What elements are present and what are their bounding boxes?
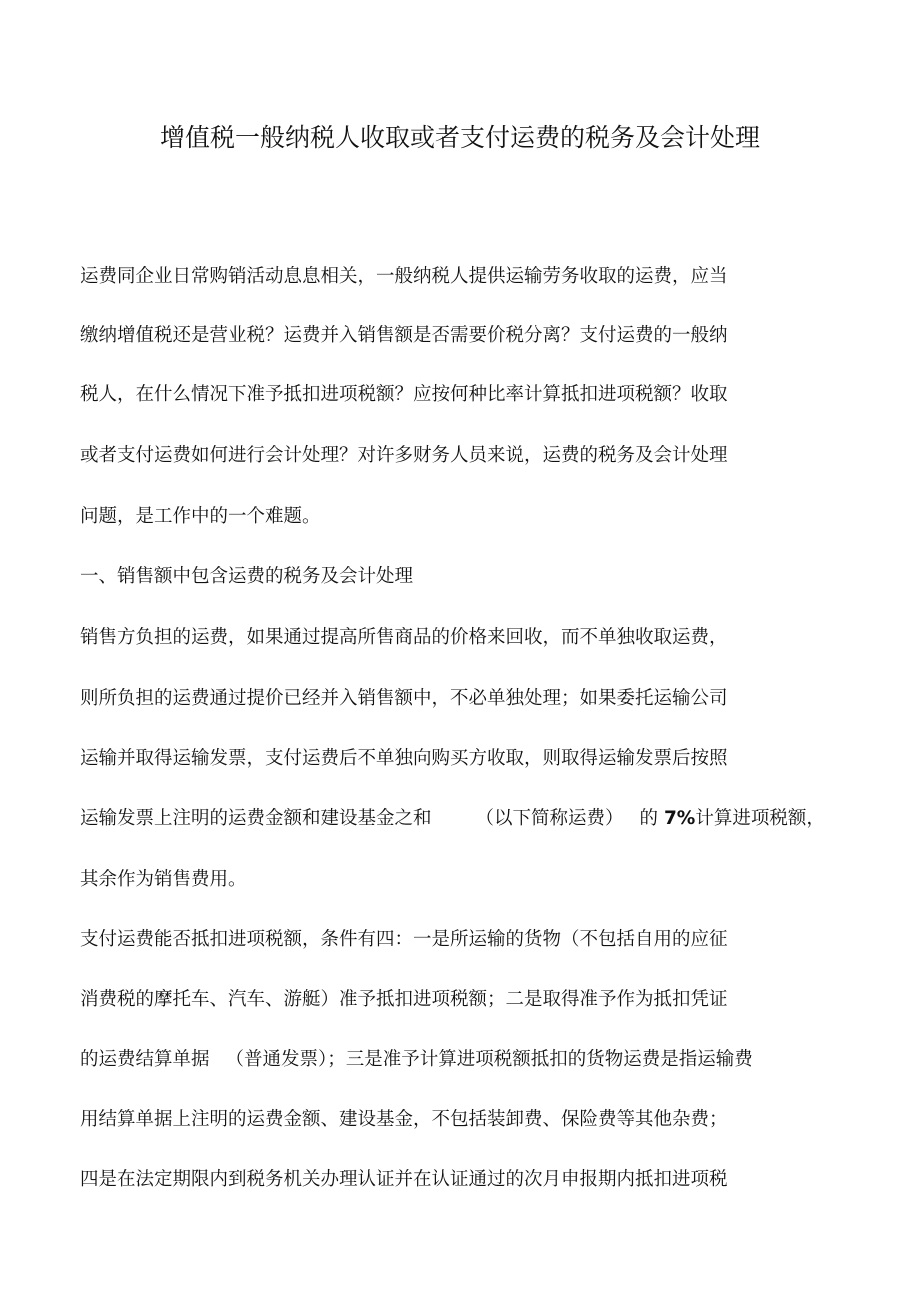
section-heading: 一、销售额中包含运费的税务及会计处理 <box>80 566 414 587</box>
para1-line-4-text-e: 计算进项税额， <box>695 808 825 829</box>
intro-line-4: 或者支付运费如何进行会计处理？对许多财务人员来说，运费的税务及会计处理 <box>80 445 728 466</box>
intro-line-5: 问题，是工作中的一个难题。 <box>80 506 321 527</box>
para1-line-4-text-b: （以下简称运费） <box>475 808 624 829</box>
intro-line-1: 运费同企业日常购销活动息息相关，一般纳税人提供运输劳务收取的运费，应当 <box>80 266 728 287</box>
para2-line-4: 用结算单据上注明的运费金额、建设基金，不包括装卸费、保险费等其他杂费； <box>80 1109 728 1130</box>
para1-line-5: 其余作为销售费用。 <box>80 869 247 890</box>
para2-line-3 <box>80 1047 753 1073</box>
para1-line-1: 销售方负担的运费，如果通过提高所售商品的价格来回收，而不单独收取运费， <box>80 627 728 648</box>
para2-line-1: 支付运费能否抵扣进项税额，条件有四：一是所运输的货物（不包括自用的应征 <box>80 929 728 950</box>
para1-line-4 <box>80 806 825 832</box>
intro-line-3: 税人，在什么情况下准予抵扣进项税额？应按何种比率计算抵扣进项税额？收取 <box>80 384 728 405</box>
para1-line-4-text-a: 运输发票上注明的运费金额和建设基金之和 <box>80 808 432 829</box>
document-title: 增值税一般纳税人收取或者支付运费的税务及会计处理 <box>159 123 760 152</box>
para2-line-2: 消费税的摩托车、汽车、游艇）准予抵扣进项税额；二是取得准予作为抵扣凭证 <box>80 989 728 1010</box>
para1-line-3: 运输并取得运输发票，支付运费后不单独向购买方收取，则取得运输发票后按照 <box>80 748 728 769</box>
para1-line-2: 则所负担的运费通过提价已经并入销售额中，不必单独处理；如果委托运输公司 <box>80 688 728 709</box>
para2-line-3-text-b: （普通发票）；三是准予计算进项税额抵扣的货物运费是指运输费 <box>225 1049 753 1070</box>
intro-line-2: 缴纳增值税还是营业税？运费并入销售额是否需要价税分离？支付运费的一般纳 <box>80 325 728 346</box>
para1-line-4-percent: 7% <box>663 808 696 829</box>
para1-line-4-text-c: 的 <box>639 808 659 829</box>
para2-line-3-text-a: 的运费结算单据 <box>80 1049 210 1070</box>
para2-line-5: 四是在法定期限内到税务机关办理认证并在认证通过的次月申报期内抵扣进项税 <box>80 1169 728 1190</box>
